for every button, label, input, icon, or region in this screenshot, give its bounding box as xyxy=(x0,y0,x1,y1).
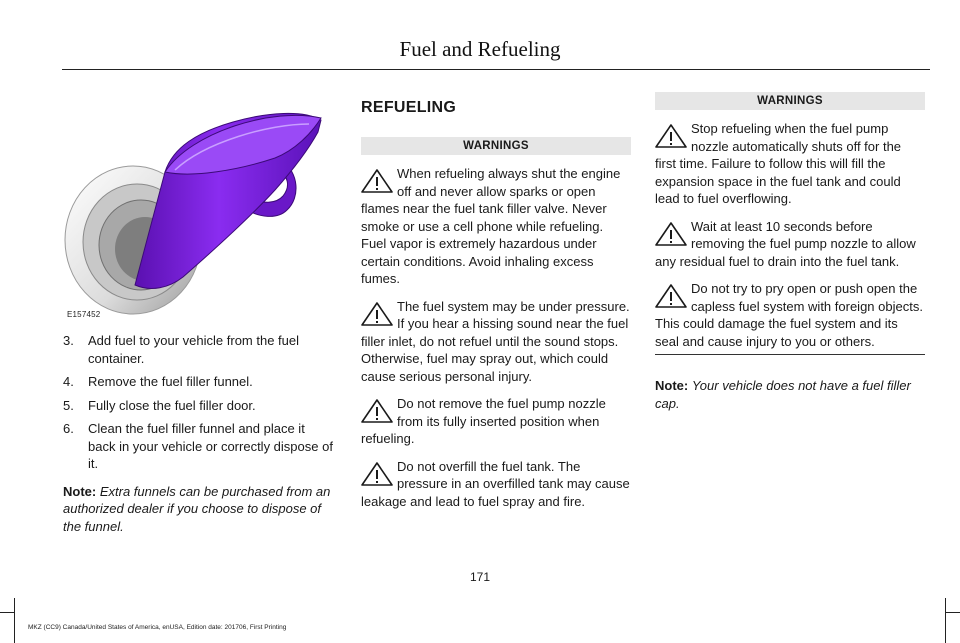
warning-item xyxy=(655,280,925,350)
step-number: 4. xyxy=(63,374,74,389)
list-item xyxy=(63,373,333,391)
note xyxy=(63,483,333,536)
left-column xyxy=(63,92,333,535)
warning-text: Wait at least 10 seconds before removing the fuel pump nozzle to allow any residual fuel to drain into the fuel tank. xyxy=(655,218,916,269)
page-title: Fuel and Refueling xyxy=(399,37,561,61)
warning-item xyxy=(655,120,925,208)
warning-text: Do not overfill the fuel tank. The pressure in an overfilled tank may cause leakage and lead to fuel spray and fire. xyxy=(361,458,630,509)
fuel-funnel-icon xyxy=(63,92,335,320)
warning-item xyxy=(361,458,631,511)
step-text: Remove the fuel filler funnel. xyxy=(88,374,253,389)
fuel-funnel-illustration xyxy=(63,92,335,320)
warning-text: Do not try to pry open or push open the capless fuel system with foreign objects. This could damage the fuel system and its seal and cause injury to you or others. xyxy=(655,281,923,349)
edition-footer: MKZ (CC9) Canada/United States of America, enUSA, Edition date: 201706, First Printing xyxy=(28,624,287,631)
warning-text: The fuel system may be under pressure. If you hear a hissing sound near the fuel filler inlet, do not refuel until the sound stops. Otherwise, fuel may spray out, which could cause serious personal injury. xyxy=(361,298,630,384)
steps-list xyxy=(63,332,333,473)
warning-triangle-icon xyxy=(653,123,689,149)
warnings-end-rule xyxy=(655,354,925,355)
step-number: 5. xyxy=(63,397,74,413)
warning-triangle-icon xyxy=(359,301,395,327)
right-column xyxy=(655,92,925,412)
crop-mark xyxy=(945,598,946,643)
warning-text: Do not remove the fuel pump nozzle from its fully inserted position when refueling. xyxy=(361,396,606,446)
middle-column xyxy=(361,92,631,510)
warning-text: Stop refueling when the fuel pump nozzle automatically shuts off for the first time. Failure to follow this will fill the expansion space in the fuel tank and could lead to fuel overflowing. xyxy=(655,121,902,206)
header-rule xyxy=(62,69,930,70)
image-code: E157452 xyxy=(67,310,101,319)
note-label: Note: xyxy=(655,378,689,393)
crop-mark xyxy=(0,612,14,613)
note-text: Extra funnels can be purchased from an authorized dealer if you choose to dispose of the funnel. xyxy=(63,483,331,534)
warning-triangle-icon xyxy=(653,283,689,309)
page-number: 171 xyxy=(469,570,491,584)
step-number: 3. xyxy=(63,333,74,348)
note-text: Your vehicle does not have a fuel filler cap. xyxy=(655,378,911,411)
warning-item xyxy=(361,298,631,386)
note xyxy=(655,377,925,412)
step-text: Clean the fuel filler funnel and place it back in your vehicle or correctly dispose of it. xyxy=(88,421,333,471)
warning-triangle-icon xyxy=(359,398,395,424)
crop-mark xyxy=(14,598,15,643)
warnings-bar: WARNINGS xyxy=(655,92,925,110)
list-item xyxy=(63,332,333,367)
warning-item xyxy=(361,395,631,448)
warnings-bar: WARNINGS xyxy=(361,137,631,155)
list-item xyxy=(63,397,333,415)
warning-text: When refueling always shut the engine off and never allow sparks or open flames near the fuel tank filler valve. Never smoke or use a cell phone while refueling. Fuel vapor is extremely hazardous under certain conditions. Avoid inhaling excess fumes. xyxy=(361,166,621,286)
warning-triangle-icon xyxy=(653,221,689,247)
step-text: Add fuel to your vehicle from the fuel container. xyxy=(88,333,300,366)
warning-triangle-icon xyxy=(359,168,395,194)
warning-item xyxy=(655,218,925,271)
warning-item xyxy=(361,165,631,288)
warning-triangle-icon xyxy=(359,461,395,487)
list-item xyxy=(63,420,333,473)
crop-mark xyxy=(946,612,960,613)
section-heading: REFUELING xyxy=(361,99,457,116)
step-number: 6. xyxy=(63,421,74,436)
note-label: Note: xyxy=(63,483,97,499)
step-text: Fully close the fuel filler door. xyxy=(88,397,256,413)
